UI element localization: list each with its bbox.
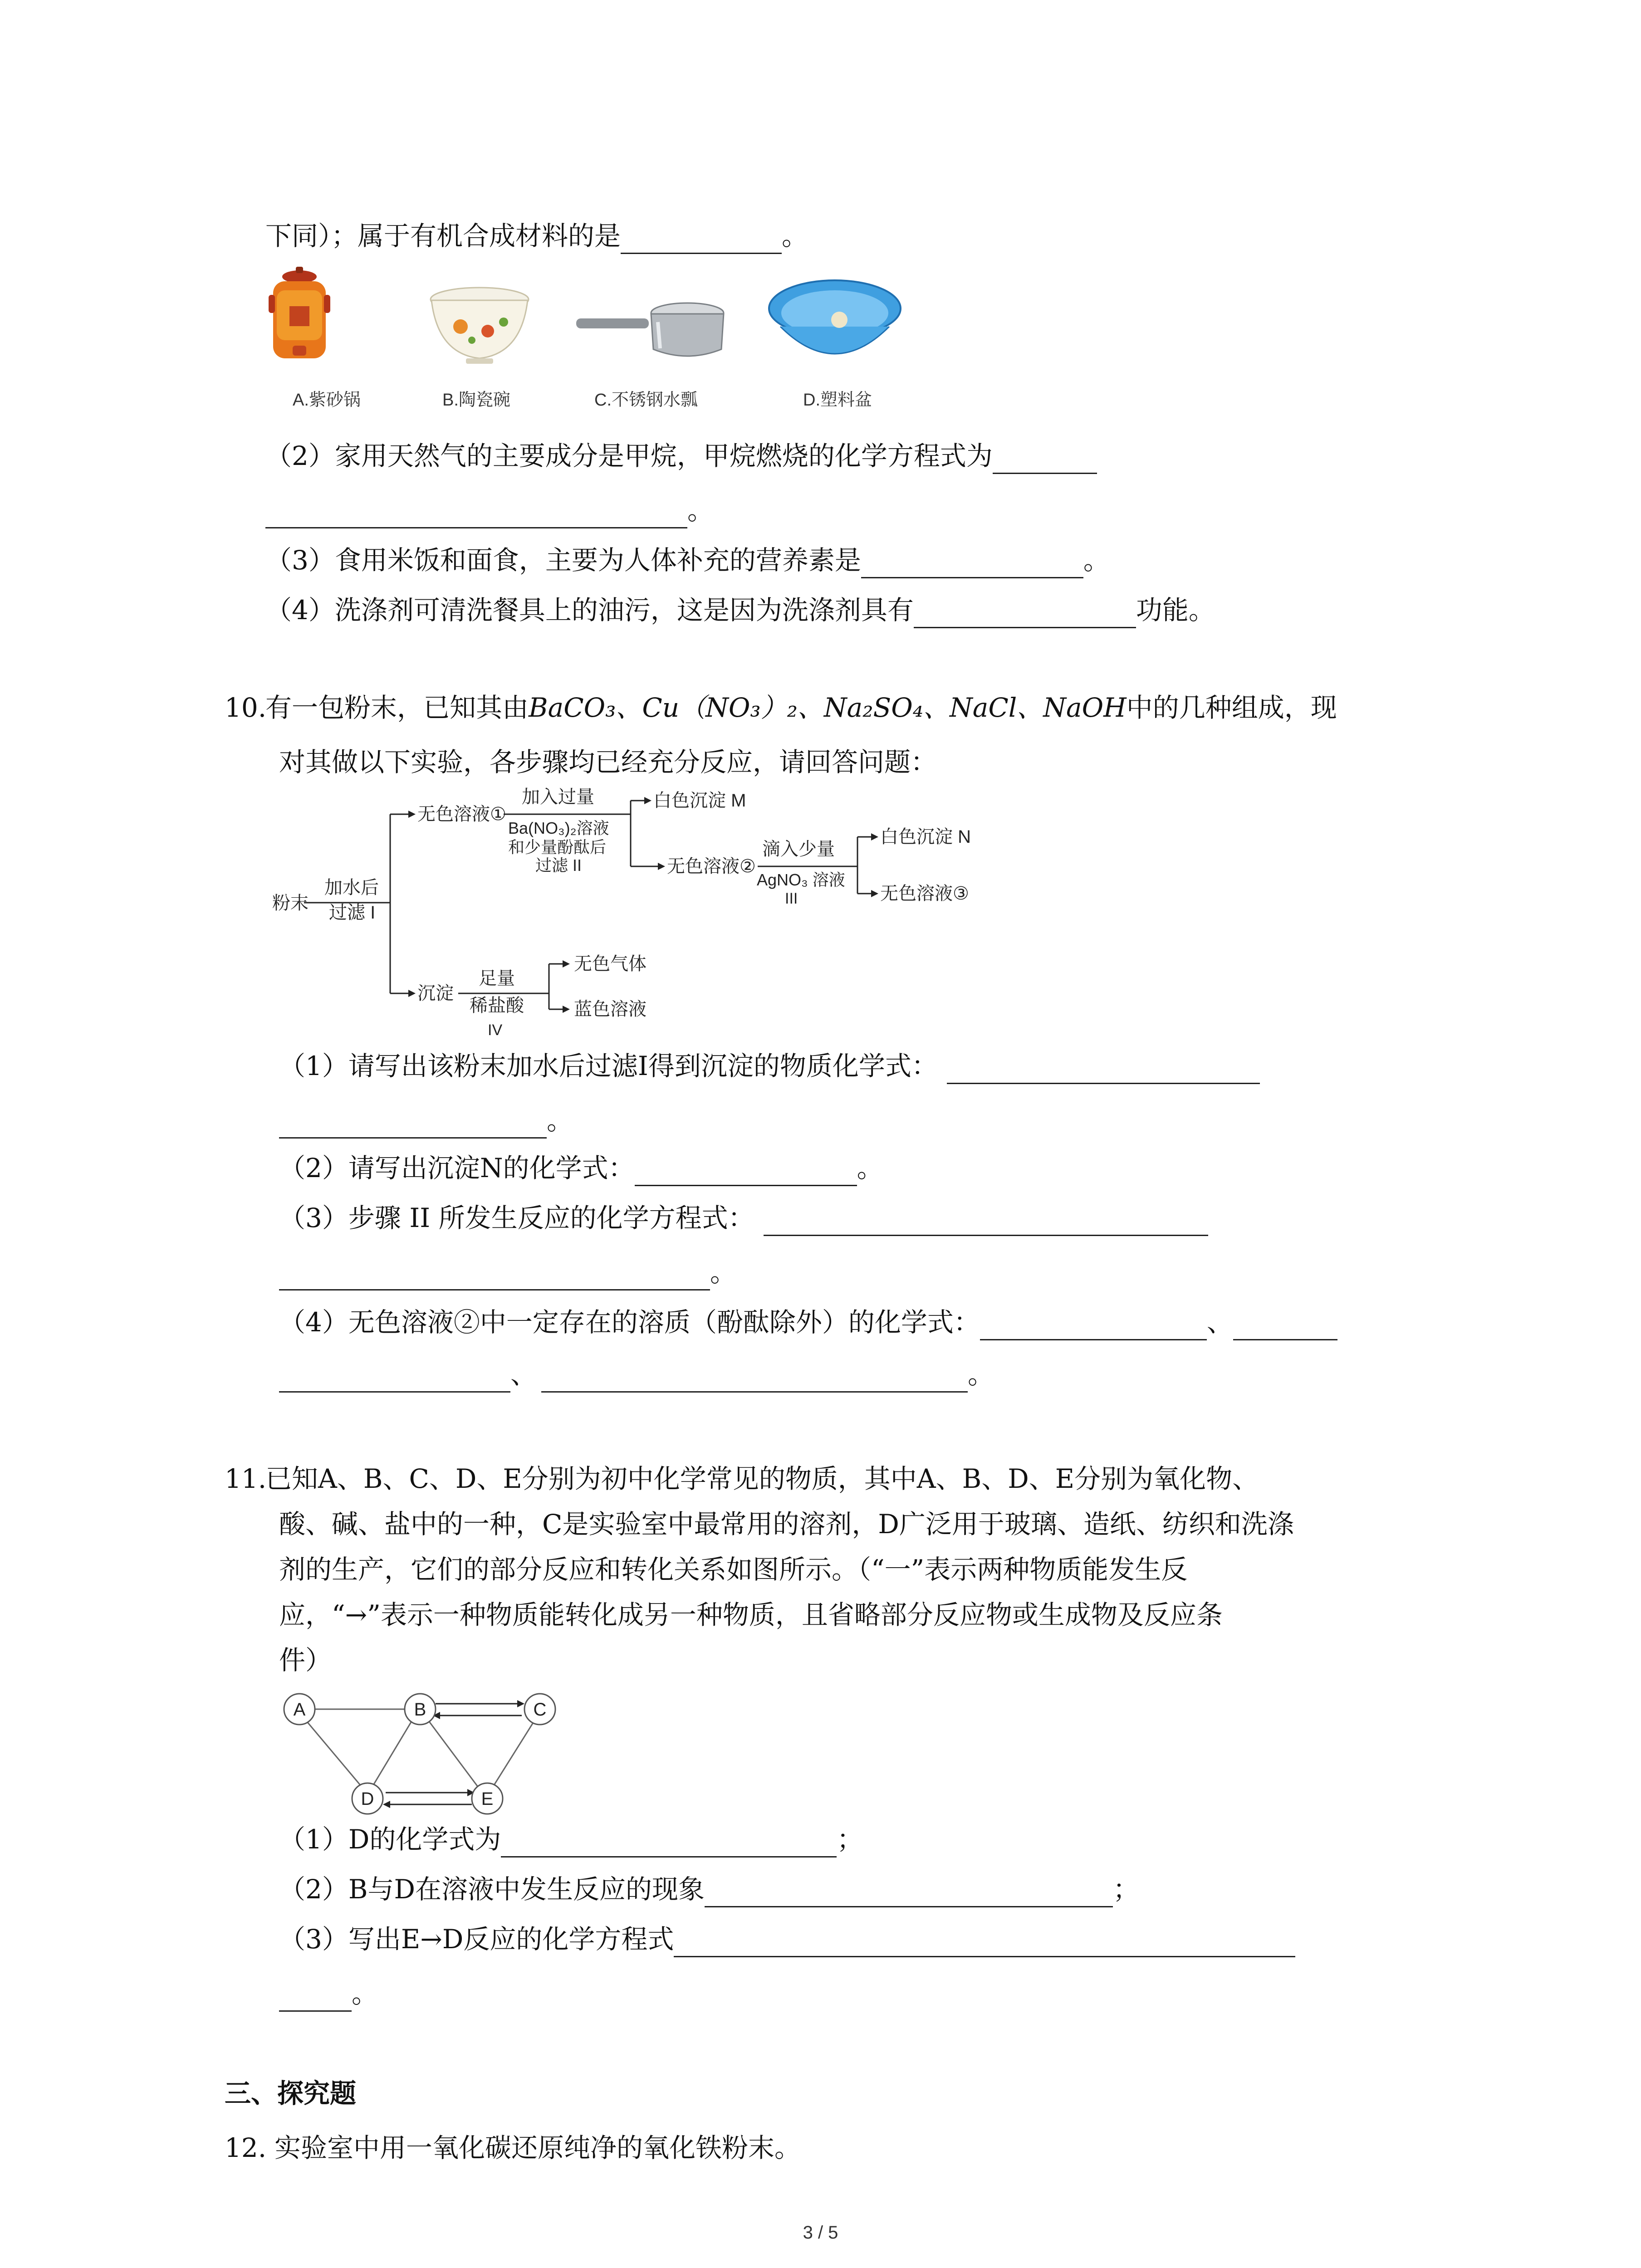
- q11-p2: [279, 1506, 1294, 1542]
- flow-sol1: 无色溶液①: [417, 804, 506, 824]
- answer-blank[interactable]: [1233, 1312, 1337, 1340]
- answer-blank[interactable]: [914, 600, 1136, 628]
- q11-p1-text: 已知A、B、C、D、E分别为初中化学常见的物质，其中A、B、D、E分别为氧化物、: [265, 1463, 1259, 1494]
- node-b-label: B: [414, 1700, 426, 1720]
- flow-step2-mid2: 和少量酚酞后: [508, 838, 607, 856]
- q10-sub2-text: （2）请写出沉淀N的化学式：: [279, 1153, 635, 1183]
- answer-blank[interactable]: [705, 1879, 1113, 1907]
- node-e-label: E: [481, 1789, 494, 1809]
- answer-blank[interactable]: [980, 1312, 1207, 1340]
- flow-ppt-m: 白色沉淀 M: [653, 791, 746, 811]
- q11-p1: [225, 1461, 1259, 1497]
- q11-p4-text: 应，“→”表示一种物质能转化成另一种物质，且省略部分反应物或生成物及反应条: [279, 1599, 1223, 1630]
- q11-sub3-cont: [279, 1975, 378, 2012]
- q9-sub3-text: （3）食用米饭和面食，主要为人体补充的营养素是: [265, 545, 861, 576]
- q11-sub1: [279, 1821, 863, 1857]
- q11-p3-text: 剂的生产，它们的部分反应和转化关系如图所示。（“一”表示两种物质能发生反: [279, 1554, 1188, 1585]
- q10-intro2-text: 对其做以下实验，各步骤均已经充分反应，请回答问题：: [279, 747, 937, 777]
- q9-sub4-end: 功能。: [1136, 595, 1215, 626]
- plastic-basin-figure: [767, 277, 903, 378]
- q10-sub1-cont: [279, 1102, 573, 1139]
- q10-sub4-cont: [279, 1356, 994, 1393]
- answer-blank[interactable]: [541, 1364, 968, 1393]
- answer-blank[interactable]: [279, 1983, 352, 2012]
- q10-sub3-text: （3）步骤 II 所发生反应的化学方程式：: [279, 1202, 754, 1233]
- q10-intro-a: 有一包粉末，已知其由: [265, 692, 529, 723]
- q9-sub2-text: （2）家用天然气的主要成分是甲烷，甲烷燃烧的化学方程式为: [265, 440, 993, 471]
- page-number: 3 / 5: [803, 2223, 838, 2243]
- flow-gas: 无色气体: [574, 954, 647, 974]
- q11-p4: [279, 1597, 1223, 1633]
- answer-blank[interactable]: [279, 1110, 547, 1139]
- flow-step4-top: 足量: [479, 968, 515, 988]
- q12-text: 实验室中用一氧化碳还原纯净的氧化铁粉末。: [274, 2132, 801, 2163]
- answer-blank[interactable]: [993, 445, 1097, 474]
- separator: 、: [1206, 1307, 1233, 1338]
- answer-blank[interactable]: [279, 1364, 510, 1393]
- q10-sub2-end: 。: [857, 1153, 883, 1183]
- section-heading: 三、探究题: [225, 2078, 357, 2109]
- answer-blank[interactable]: [861, 550, 1083, 578]
- q10-chemicals: BaCO₃、Cu（NO₃）₂、Na₂SO₄、NaCl、NaOH: [529, 692, 1127, 723]
- flow-step1-bottom: 过滤 I: [329, 903, 376, 923]
- q10-sub4: [279, 1304, 1337, 1340]
- q11-relation-diagram: [277, 1687, 585, 1823]
- flow-sol3: 无色溶液③: [880, 884, 969, 904]
- q10-sub2: [279, 1150, 883, 1186]
- q9-line1: [265, 218, 808, 254]
- q10-sub3-end: 。: [710, 1257, 737, 1288]
- q11-sub3: [279, 1921, 1295, 1957]
- q11-sub1-text: （1）D的化学式为: [279, 1824, 501, 1855]
- flow-step1-top: 加水后: [324, 878, 379, 898]
- answer-blank[interactable]: [621, 225, 782, 254]
- q10-intro: [225, 689, 1337, 726]
- q11-sub3-end: 。: [352, 1978, 378, 2009]
- flow-step3-bottom: III: [785, 890, 798, 907]
- node-d-label: D: [361, 1789, 374, 1809]
- question-number: 10.: [225, 692, 267, 723]
- q11-p3: [279, 1551, 1187, 1588]
- q10-sub1-text: （1）请写出该粉末加水后过滤I得到沉淀的物质化学式：: [279, 1051, 938, 1081]
- q10-sub4-text: （4）无色溶液②中一定存在的溶质（酚酞除外）的化学式：: [279, 1307, 980, 1338]
- q10-intro2: [279, 744, 937, 780]
- flow-sol2: 无色溶液②: [667, 856, 756, 876]
- answer-blank[interactable]: [764, 1207, 1208, 1236]
- q11-sub2-end: ；: [1113, 1874, 1140, 1905]
- q10-sub1: [279, 1048, 1260, 1084]
- q9-sub2-end: 。: [687, 495, 714, 526]
- q10-flowchart: [272, 780, 998, 1052]
- q11-sub2-text: （2）B与D在溶液中发生反应的现象: [279, 1874, 705, 1905]
- question-number: 12.: [225, 2132, 267, 2163]
- clay-pot-figure: [268, 263, 331, 383]
- q9-sub4: [265, 592, 1215, 628]
- flow-step2-mid: Ba(NO₃)₂溶液: [508, 819, 609, 837]
- caption-a: A.紫砂锅: [293, 391, 361, 410]
- flow-step3-mid: AgNO₃ 溶液: [757, 870, 845, 889]
- q9-sub2-cont: [265, 492, 714, 528]
- q11-p5: [279, 1642, 332, 1678]
- answer-blank[interactable]: [674, 1929, 1295, 1957]
- flow-ppt-n: 白色沉淀 N: [880, 827, 971, 847]
- answer-blank[interactable]: [635, 1158, 857, 1186]
- q11-p2-text: 酸、碱、盐中的一种，C是实验室中最常用的溶剂，D广泛用于玻璃、造纸、纺织和洗涤: [279, 1509, 1294, 1540]
- caption-d: D.塑料盆: [803, 391, 872, 410]
- q9-sub3: [265, 542, 1110, 578]
- answer-blank[interactable]: [265, 500, 687, 528]
- q11-sub2: [279, 1871, 1139, 1907]
- q10-sub1-end: 。: [547, 1105, 573, 1136]
- steel-ladle-figure: [576, 295, 726, 369]
- flow-step2-top: 加入过量: [522, 787, 594, 807]
- flow-blue: 蓝色溶液: [574, 999, 647, 1019]
- flow-step2-bottom: 过滤 II: [535, 856, 582, 875]
- q9-line1-end: 。: [782, 220, 808, 251]
- answer-blank[interactable]: [279, 1262, 710, 1290]
- q10-sub4-end: 。: [968, 1359, 994, 1390]
- q9-sub3-end: 。: [1083, 545, 1110, 576]
- flow-step4-bottom: IV: [488, 1022, 503, 1039]
- steel-ladle-icon: [576, 295, 726, 367]
- q11-sub1-end: ；: [837, 1824, 863, 1855]
- q9-sub2: [265, 438, 1097, 474]
- separator: 、: [510, 1359, 537, 1390]
- node-c-label: C: [533, 1700, 547, 1720]
- answer-blank[interactable]: [501, 1829, 837, 1857]
- q10-sub3-cont: [279, 1254, 736, 1290]
- question-number: 11.: [225, 1463, 267, 1494]
- q11-p5-text: 件）: [279, 1645, 332, 1676]
- clay-pot-icon: [268, 263, 331, 381]
- ceramic-bowl-figure: [429, 286, 531, 369]
- ceramic-bowl-icon: [429, 286, 531, 367]
- caption-b: B.陶瓷碗: [442, 391, 510, 410]
- q10-intro-b: 中的几种组成，现: [1126, 692, 1337, 723]
- flow-step3-top: 滴入少量: [762, 839, 835, 859]
- q9-sub4-text: （4）洗涤剂可清洗餐具上的油污，这是因为洗涤剂具有: [265, 595, 914, 626]
- node-a-label: A: [293, 1700, 306, 1720]
- flow-powder: 粉末: [272, 893, 309, 913]
- plastic-basin-icon: [767, 277, 903, 376]
- q10-sub3: [279, 1200, 1208, 1236]
- flow-ppt: 沉淀: [417, 983, 454, 1003]
- caption-c: C.不锈钢水瓢: [594, 391, 698, 410]
- answer-blank[interactable]: [947, 1056, 1260, 1084]
- flow-step4-mid: 稀盐酸: [470, 996, 524, 1016]
- q11-sub3-text: （3）写出E→D反应的化学方程式: [279, 1924, 674, 1955]
- q12: [225, 2130, 801, 2166]
- q9-line1-text: 下同）；属于有机合成材料的是: [265, 220, 621, 251]
